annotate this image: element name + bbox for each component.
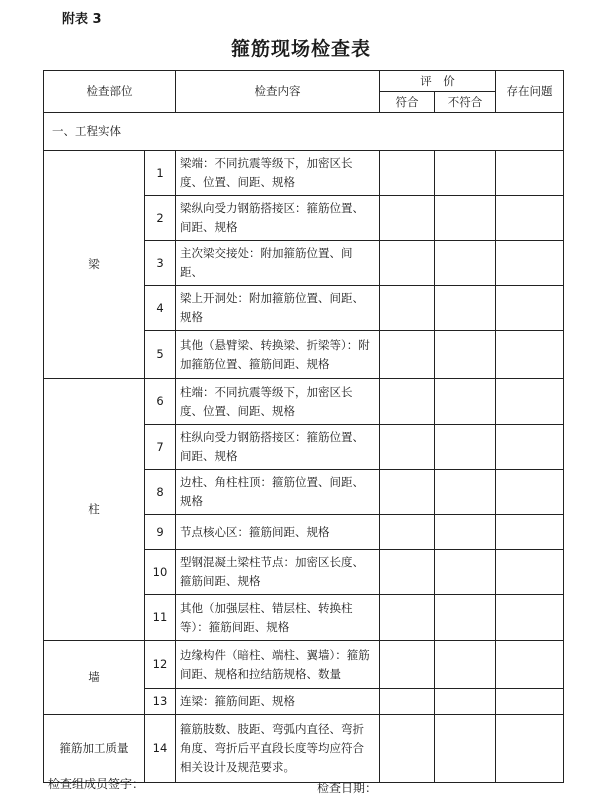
pass-cell[interactable] bbox=[380, 715, 435, 783]
table-row bbox=[44, 151, 564, 196]
pass-cell[interactable] bbox=[380, 151, 435, 196]
fail-cell[interactable] bbox=[435, 286, 496, 331]
item-content: 主次梁交接处：附加箍筋位置、间距、 bbox=[176, 241, 380, 286]
item-content: 柱纵向受力钢筋搭接区：箍筋位置、间距、规格 bbox=[176, 425, 380, 470]
issue-cell[interactable] bbox=[496, 379, 564, 425]
fail-cell[interactable] bbox=[435, 151, 496, 196]
pass-cell[interactable] bbox=[380, 595, 435, 641]
issue-cell[interactable] bbox=[496, 689, 564, 715]
fail-cell[interactable] bbox=[435, 196, 496, 241]
pass-cell[interactable] bbox=[380, 331, 435, 379]
issue-cell[interactable] bbox=[496, 641, 564, 689]
issue-cell[interactable] bbox=[496, 550, 564, 595]
item-number: 12 bbox=[145, 641, 176, 689]
header-issues: 存在问题 bbox=[496, 71, 564, 113]
item-number: 11 bbox=[145, 595, 176, 641]
fail-cell[interactable] bbox=[435, 515, 496, 550]
fail-cell[interactable] bbox=[435, 715, 496, 783]
issue-cell[interactable] bbox=[496, 286, 564, 331]
item-content: 边缘构件（暗柱、端柱、翼墙）：箍筋间距、规格和拉结筋规格、数量 bbox=[176, 641, 380, 689]
issue-cell[interactable] bbox=[496, 595, 564, 641]
pass-cell[interactable] bbox=[380, 379, 435, 425]
pass-cell[interactable] bbox=[380, 241, 435, 286]
item-number: 5 bbox=[145, 331, 176, 379]
issue-cell[interactable] bbox=[496, 331, 564, 379]
pass-cell[interactable] bbox=[380, 425, 435, 470]
fail-cell[interactable] bbox=[435, 470, 496, 515]
item-content: 柱端：不同抗震等级下，加密区长度、位置、间距、规格 bbox=[176, 379, 380, 425]
table-row bbox=[44, 715, 564, 783]
fail-cell[interactable] bbox=[435, 379, 496, 425]
inspection-table bbox=[43, 70, 564, 783]
fail-cell[interactable] bbox=[435, 331, 496, 379]
group-processing: 箍筋加工质量 bbox=[44, 715, 145, 783]
fail-cell[interactable] bbox=[435, 425, 496, 470]
header-evaluation: 评 价 bbox=[380, 71, 496, 92]
issue-cell[interactable] bbox=[496, 425, 564, 470]
page-title: 箍筋现场检查表 bbox=[230, 38, 371, 60]
pass-cell[interactable] bbox=[380, 641, 435, 689]
item-number: 6 bbox=[145, 379, 176, 425]
item-number: 3 bbox=[145, 241, 176, 286]
header-content: 检查内容 bbox=[176, 71, 380, 113]
header-pass: 符合 bbox=[380, 92, 435, 113]
item-content: 连梁：箍筋间距、规格 bbox=[176, 689, 380, 715]
fail-cell[interactable] bbox=[435, 595, 496, 641]
pass-cell[interactable] bbox=[380, 470, 435, 515]
pass-cell[interactable] bbox=[380, 550, 435, 595]
fail-cell[interactable] bbox=[435, 689, 496, 715]
table-row bbox=[44, 379, 564, 425]
fail-cell[interactable] bbox=[435, 641, 496, 689]
item-number: 8 bbox=[145, 470, 176, 515]
issue-cell[interactable] bbox=[496, 515, 564, 550]
item-content: 梁上开洞处：附加箍筋位置、间距、规格 bbox=[176, 286, 380, 331]
pass-cell[interactable] bbox=[380, 286, 435, 331]
issue-cell[interactable] bbox=[496, 470, 564, 515]
issue-cell[interactable] bbox=[496, 151, 564, 196]
fail-cell[interactable] bbox=[435, 241, 496, 286]
item-number: 1 bbox=[145, 151, 176, 196]
issue-cell[interactable] bbox=[496, 715, 564, 783]
section-heading: 一、工程实体 bbox=[44, 113, 564, 151]
pass-cell[interactable] bbox=[380, 196, 435, 241]
header-part: 检查部位 bbox=[44, 71, 176, 113]
group-wall: 墙 bbox=[44, 641, 145, 715]
item-number: 14 bbox=[145, 715, 176, 783]
item-number: 10 bbox=[145, 550, 176, 595]
group-beam: 梁 bbox=[44, 151, 145, 379]
item-number: 9 bbox=[145, 515, 176, 550]
signature-label: 检查组成员签字： bbox=[48, 777, 145, 791]
item-number: 4 bbox=[145, 286, 176, 331]
item-number: 13 bbox=[145, 689, 176, 715]
item-content: 节点核心区：箍筋间距、规格 bbox=[176, 515, 380, 550]
pass-cell[interactable] bbox=[380, 515, 435, 550]
table-row bbox=[44, 641, 564, 689]
item-content: 其他（悬臂梁、转换梁、折梁等）：附加箍筋位置、箍筋间距、规格 bbox=[176, 331, 380, 379]
group-column: 柱 bbox=[44, 379, 145, 641]
date-label: 检查日期： bbox=[317, 781, 378, 795]
header-fail: 不符合 bbox=[435, 92, 496, 113]
fail-cell[interactable] bbox=[435, 550, 496, 595]
item-content: 型钢混凝土梁柱节点：加密区长度、箍筋间距、规格 bbox=[176, 550, 380, 595]
issue-cell[interactable] bbox=[496, 196, 564, 241]
pass-cell[interactable] bbox=[380, 689, 435, 715]
item-content: 其他（加强层柱、错层柱、转换柱等）：箍筋间距、规格 bbox=[176, 595, 380, 641]
item-content: 边柱、角柱柱顶：箍筋位置、间距、规格 bbox=[176, 470, 380, 515]
appendix-label: 附表 3 bbox=[62, 12, 102, 27]
item-content: 梁端：不同抗震等级下，加密区长度、位置、间距、规格 bbox=[176, 151, 380, 196]
item-number: 2 bbox=[145, 196, 176, 241]
item-content: 梁纵向受力钢筋搭接区：箍筋位置、间距、规格 bbox=[176, 196, 380, 241]
issue-cell[interactable] bbox=[496, 241, 564, 286]
item-content: 箍筋肢数、肢距、弯弧内直径、弯折角度、弯折后平直段长度等均应符合相关设计及规范要求。 bbox=[176, 715, 380, 783]
item-number: 7 bbox=[145, 425, 176, 470]
